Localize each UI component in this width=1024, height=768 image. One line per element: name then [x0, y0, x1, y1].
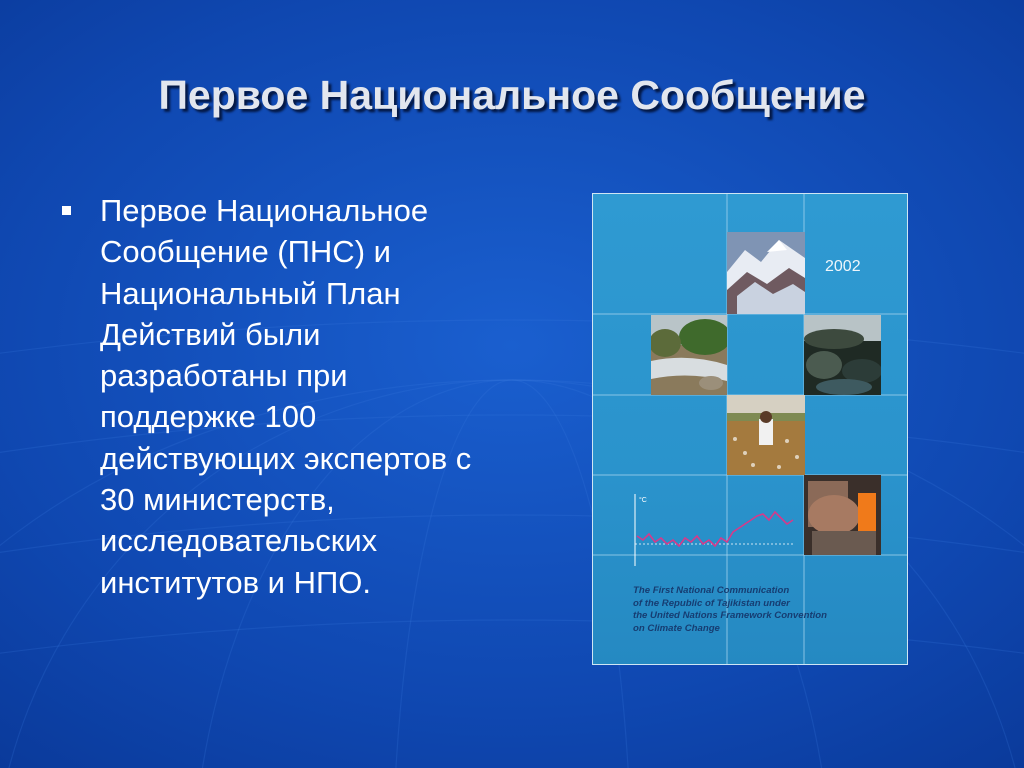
cover-caption-line: of the Republic of Tajikistan under: [633, 597, 790, 609]
cover-caption-line: the United Nations Framework Convention: [633, 610, 828, 622]
rocks-water-photo: [804, 315, 881, 395]
bullet-square-icon: [62, 206, 71, 215]
bullet-text: Первое Национальное Сообщение (ПНС) и Национальный План Действий были разработаны при поддержке 100 действующих экспертов с 30 министерств, исследовательских институтов и НПО.: [100, 193, 472, 600]
cover-caption-line: The First National Communication: [633, 585, 790, 596]
cover-caption-line: on Climate Change: [633, 622, 720, 634]
chart-unit-label: °C: [639, 497, 647, 504]
mountains-photo: [727, 232, 805, 314]
cover-year: 2002: [825, 258, 861, 275]
temperature-chart: [629, 490, 799, 570]
report-cover-image: [592, 193, 908, 665]
river-photo: [651, 315, 727, 395]
slide-title: Первое Национальное Сообщение: [158, 72, 866, 118]
temperature-series-line: [637, 512, 793, 546]
cotton-field-farmer-photo: [727, 395, 805, 475]
cover-caption: [633, 585, 893, 635]
industry-workers-photo: [804, 475, 881, 555]
